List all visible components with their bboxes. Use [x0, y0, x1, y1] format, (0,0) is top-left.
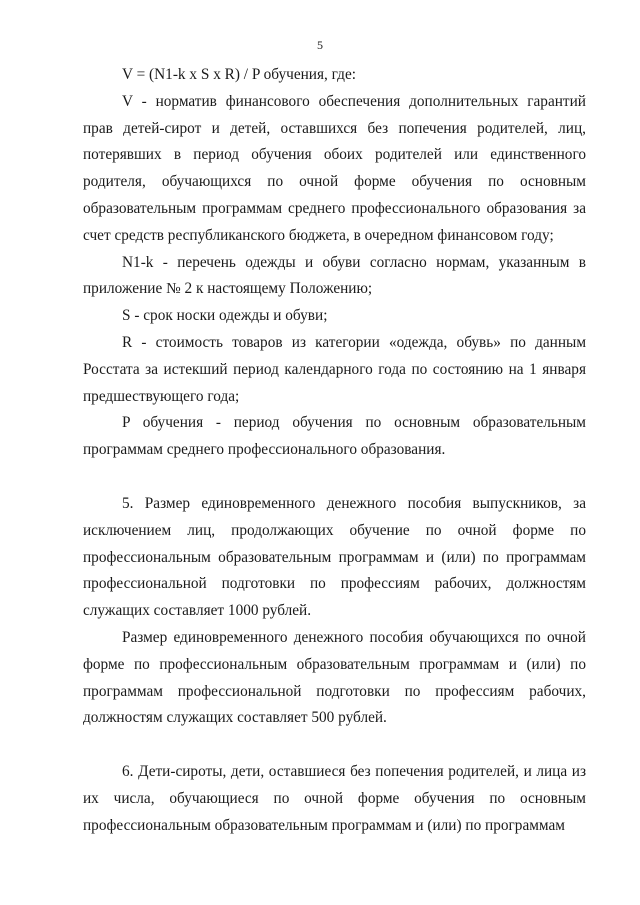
- section-gap: [83, 732, 586, 759]
- section-6-paragraph-1: 6. Дети-сироты, дети, оставшиеся без попечения родителей, и лица из их числа, обучающиеся по очной форме обучения по основным профессиональным образовательным программам и (или) по программам: [83, 763, 586, 834]
- formula-line: V = (N1-k x S x R) / P обучения, где:: [122, 66, 357, 83]
- section-gap: [83, 464, 586, 491]
- page-body: [83, 62, 586, 840]
- page-number: 5: [317, 38, 323, 52]
- definition-s: S - срок носки одежды и обуви;: [122, 307, 328, 325]
- definition-v: V - норматив финансового обеспечения дополнительных гарантий прав детей-сирот и детей, оставшихся без попечения родителей, лиц, потерявших в период обучения обоих родителей или единственного родителя, обучающихся по очной форме обучения по основным образовательным программам среднего профессионального образования за счет средств республиканского бюджета, в очередном финансовом году;: [83, 92, 586, 244]
- section-5-paragraph-2: Размер единовременного денежного пособия обучающихся по очной форме по профессиональным образовательным программам и (или) по программам профессиональной подготовки по профессиям рабочих, должностям служащих составляет 500 рублей.: [83, 628, 586, 727]
- definition-n1k: N1-k - перечень одежды и обуви согласно нормам, указанным в приложение № 2 к настоящему Положению;: [83, 253, 586, 298]
- definition-r: R - стоимость товаров из категории «одежда, обувь» по данным Росстата за истекший период календарного года по состоянию на 1 января предшествующего года;: [83, 333, 586, 405]
- definition-p: P обучения - период обучения по основным образовательным программам среднего профессионального образования.: [83, 414, 586, 459]
- section-5-paragraph-1: 5. Размер единовременного денежного пособия выпускников, за исключением лиц, продолжающих обучение по очной форме по профессиональным образовательным программам и (или) по программам профессиональной подготовки по профессиям рабочих, должностям служащих составляет 1000 рублей.: [83, 494, 586, 620]
